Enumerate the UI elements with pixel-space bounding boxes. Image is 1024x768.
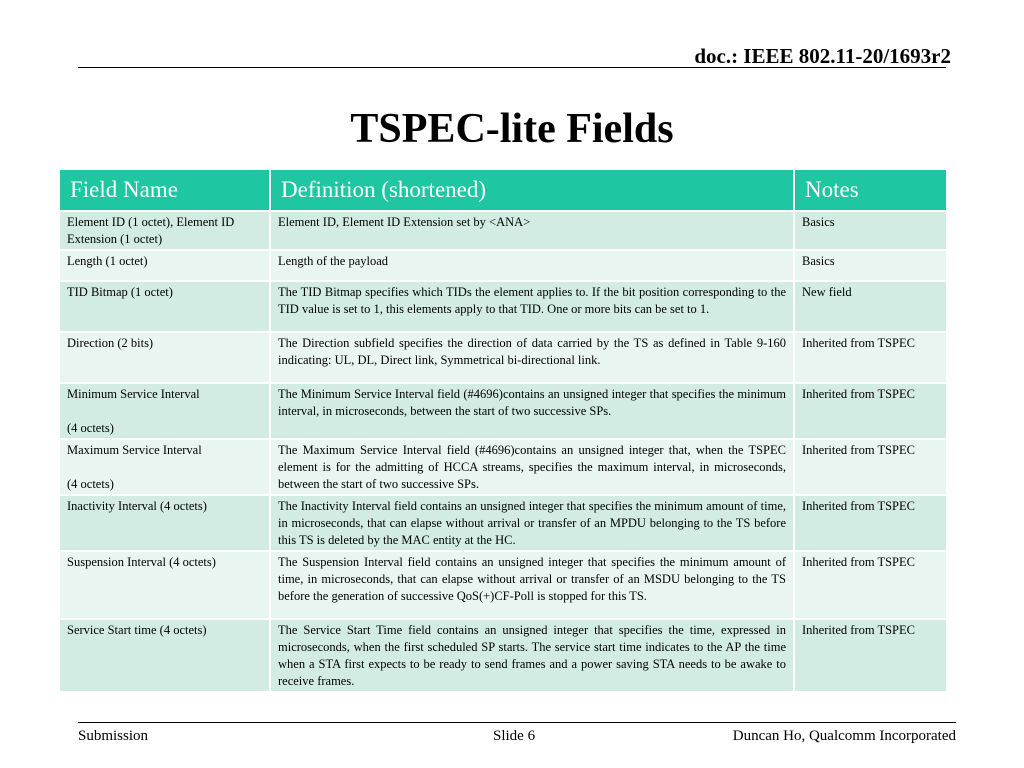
definition-cell: The Maximum Service Interval field (#4696)contains an unsigned integer that, when the TSPEC element is for the admitting of HCCA streams, specifies the maximum interval, in microseconds, between the start of two successive SPs. [270,439,794,495]
column-header-field-name: Field Name [60,170,270,211]
field-name-cell [60,383,270,439]
table-row [60,551,946,619]
notes-cell: Inherited from TSPEC [794,619,946,692]
field-name-text: Minimum Service Interval [67,387,200,401]
column-header-notes: Notes [794,170,946,211]
definition-cell: Length of the payload [270,250,794,281]
table-header-row [60,170,946,211]
field-name-cell: Length (1 octet) [60,250,270,281]
definition-cell: The Direction subfield specifies the direction of data carried by the TS as defined in Table 9-160 indicating: UL, DL, Direct link, Symmetrical bi-directional link. [270,332,794,383]
field-name-cell: Inactivity Interval (4 octets) [60,495,270,551]
tspec-fields-table [60,170,946,693]
field-name-cell [60,439,270,495]
definition-cell: The TID Bitmap specifies which TIDs the element applies to. If the bit position corresponding to the TID value is set to 1, this elements apply to that TID. One or more bits can be set to 1. [270,281,794,332]
column-header-definition: Definition (shortened) [270,170,794,211]
document-id: doc.: IEEE 802.11-20/1693r2 [694,44,951,68]
notes-cell: Inherited from TSPEC [794,332,946,383]
notes-cell: Inherited from TSPEC [794,495,946,551]
field-name-text: Maximum Service Interval [67,443,202,457]
notes-cell: Inherited from TSPEC [794,383,946,439]
table-row [60,383,946,439]
footer-submission: Submission [78,728,149,744]
field-name-cell: Direction (2 bits) [60,332,270,383]
notes-cell: Basics [794,250,946,281]
table-row [60,332,946,383]
notes-cell: Inherited from TSPEC [794,551,946,619]
table-row [60,495,946,551]
definition-cell: The Minimum Service Interval field (#4696)contains an unsigned integer that specifies the minimum interval, in microseconds, between the start of two successive SPs. [270,383,794,439]
field-name-cell: Element ID (1 octet), Element ID Extension (1 octet) [60,211,270,250]
footer-author: Duncan Ho, Qualcomm Incorporated [732,728,956,744]
slide-title: TSPEC-lite Fields [350,106,674,152]
field-size-text: (4 octets) [67,421,114,435]
field-name-cell: Service Start time (4 octets) [60,619,270,692]
table-row [60,281,946,332]
footer-slide-number: Slide 6 [493,728,536,744]
definition-cell: Element ID, Element ID Extension set by <ANA> [270,211,794,250]
table-row [60,619,946,692]
table-row [60,250,946,281]
definition-cell: The Inactivity Interval field contains an unsigned integer that specifies the minimum amount of time, in microseconds, that can elapse without arrival or transfer of an MPDU belonging to the TS before this TS is deleted by the MAC entity at the HC. [270,495,794,551]
field-size-text: (4 octets) [67,477,114,491]
field-name-cell: TID Bitmap (1 octet) [60,281,270,332]
header-rule [78,67,946,68]
definition-cell: The Service Start Time field contains an unsigned integer that specifies the time, expressed in microseconds, when the first scheduled SP starts. The service start time indicates to the AP the time when a STA first expects to be ready to send frames and a power saving STA needs to be awake to receive frames. [270,619,794,692]
notes-cell: Inherited from TSPEC [794,439,946,495]
table-row [60,211,946,250]
line-gap [67,459,262,476]
field-name-cell: Suspension Interval (4 octets) [60,551,270,619]
line-gap [67,403,262,420]
notes-cell: Basics [794,211,946,250]
table-row [60,439,946,495]
notes-cell: New field [794,281,946,332]
definition-cell: The Suspension Interval field contains an unsigned integer that specifies the minimum amount of time, in microseconds, that can elapse without arrival or transfer of an MSDU belonging to the TS before the generation of successive QoS(+)CF-Poll is stopped for this TS. [270,551,794,619]
footer-rule [78,722,956,723]
